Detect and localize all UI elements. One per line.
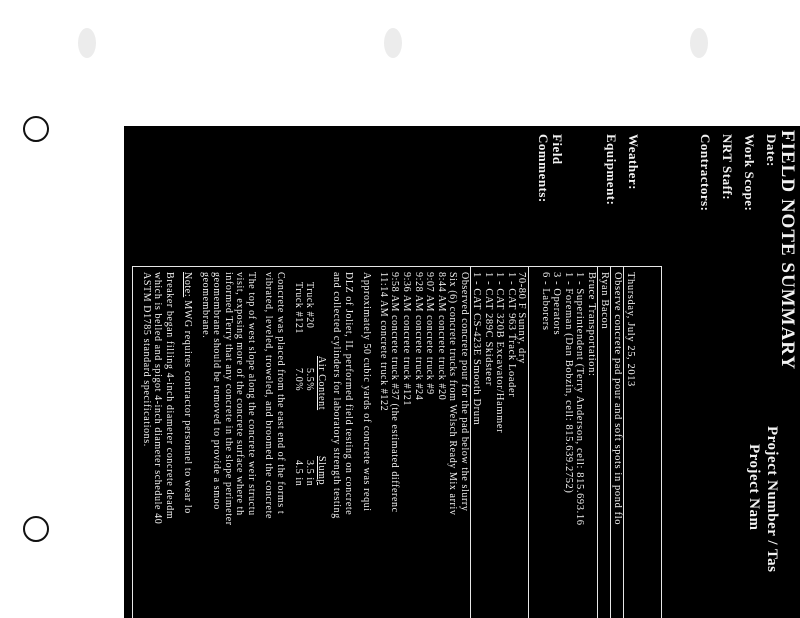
scan-smudge (384, 28, 402, 58)
note-text: MWG requires contractor personnel to wear lo (182, 297, 193, 514)
comment-line: 9:07 AM concrete truck #9 (424, 272, 436, 395)
air-value: 5.5% (304, 368, 316, 392)
scan-smudge (78, 28, 96, 58)
comment-line: visit, exposing more of the concrete surface where th (234, 272, 246, 516)
note-line (181, 272, 193, 514)
air-value: 7.0% (292, 368, 304, 392)
equipment-line: 1 - CAT CS-423E Smooth Drum (471, 272, 483, 426)
comment-line: Concrete was placed from the east end of the forms t (275, 272, 286, 515)
comment-line: Breaker began filling 4-inch diameter concrete deadm (164, 272, 175, 520)
truck-label: Truck #20 (304, 282, 316, 329)
comment-line: 8:44 AM concrete truck #20 (435, 272, 447, 401)
equipment-line: 1 - CAT 289C Skidsteer (482, 272, 494, 386)
comment-line: geomembrane should be removed to provide a smoo (211, 272, 223, 510)
comment-line: 9:58 AM concrete truck #37 (the estimated differenc (389, 272, 401, 513)
contractor-line: 3 - Operators (551, 272, 563, 336)
rotated-page (124, 126, 800, 618)
comment-line: Approximately 50 cubic yards of concrete was requi (361, 272, 372, 512)
contractors-label: Contractors: (698, 134, 713, 212)
comment-line: informed Terry that any concrete in the slope perimeter (222, 272, 234, 526)
document-title: FIELD NOTE SUMMARY (777, 130, 798, 371)
project-name-label: Project Nam (746, 444, 762, 531)
slump-value: 4.5 in (292, 460, 304, 487)
work-scope-label: Work Scope: (742, 134, 757, 212)
binder-hole-top (23, 116, 49, 142)
binder-hole-bottom (23, 516, 49, 542)
comment-line: 9:36 AM concrete truck #121 (401, 272, 412, 406)
contractor-line: 6 - Laborers (539, 272, 551, 331)
comments-label: Comments: (536, 134, 551, 203)
slump-value: 3.5 in (304, 460, 316, 487)
comment-line: and collected cylinders for laboratory strength testing (331, 272, 343, 519)
contractor-line: 1 - Superintendent (Terry Anderson, cell: 815.693.16 (574, 272, 586, 526)
project-number-label: Project Number / Tas (764, 426, 780, 573)
weather-value: 70-80 F Sunny, dry (516, 272, 527, 364)
comment-line: geomembrane. (199, 272, 211, 339)
date-value: Thursday, July 25, 2013 (625, 272, 636, 387)
contractor-line: Bruce Transportation: (586, 272, 597, 377)
field-note-sheet (124, 126, 800, 618)
comment-line: The top of west slope along the concrete weir structu (246, 272, 257, 516)
comment-line: ASTM D1785 standard specifications. (140, 272, 152, 447)
date-label: Date: (764, 134, 779, 167)
weather-label: Weather: (626, 134, 641, 190)
equipment-label: Equipment: (604, 134, 619, 206)
contractor-line: 1 - Foreman (Dan Bobzin, cell: 815.639.2752) (562, 272, 574, 494)
equipment-line: 1 - CAT 963 Track Loader (506, 272, 517, 398)
comment-line: DLZ of Joliet, IL performed field testing on concrete (343, 272, 354, 516)
slump-header: Slump (316, 456, 327, 486)
truck-label: Truck #121 (292, 282, 304, 335)
field-label: Field (550, 134, 565, 165)
comment-line: Observed concrete pour for the pad below the slurry (459, 272, 470, 512)
air-content-header: Air Content (316, 356, 327, 411)
equipment-line: 1 - CAT 320B Excavator/Hammer (494, 272, 506, 434)
comment-line: 9:28 AM concrete truck #24 (412, 272, 424, 401)
note-label: Note: (182, 272, 193, 298)
comment-line: vibrated, leveled, troweled, and broomed the concrete (263, 272, 275, 519)
row-divider (528, 267, 529, 618)
comment-line: Six (6) concrete trucks from Welsch Ready Mix arriv (447, 272, 459, 516)
nrt-staff-label: NRT Staff: (720, 134, 735, 201)
work-scope-value: Observe concrete pad pour and soft spots in pond flo (612, 272, 623, 526)
scan-smudge (690, 28, 708, 58)
comment-line: which is belled and spigot 4-inch diameter schedule 40 (152, 272, 164, 525)
nrt-staff-value: Ryan Bacon (599, 272, 610, 330)
comment-line: 11:14 AM concrete truck #122 (377, 272, 389, 412)
